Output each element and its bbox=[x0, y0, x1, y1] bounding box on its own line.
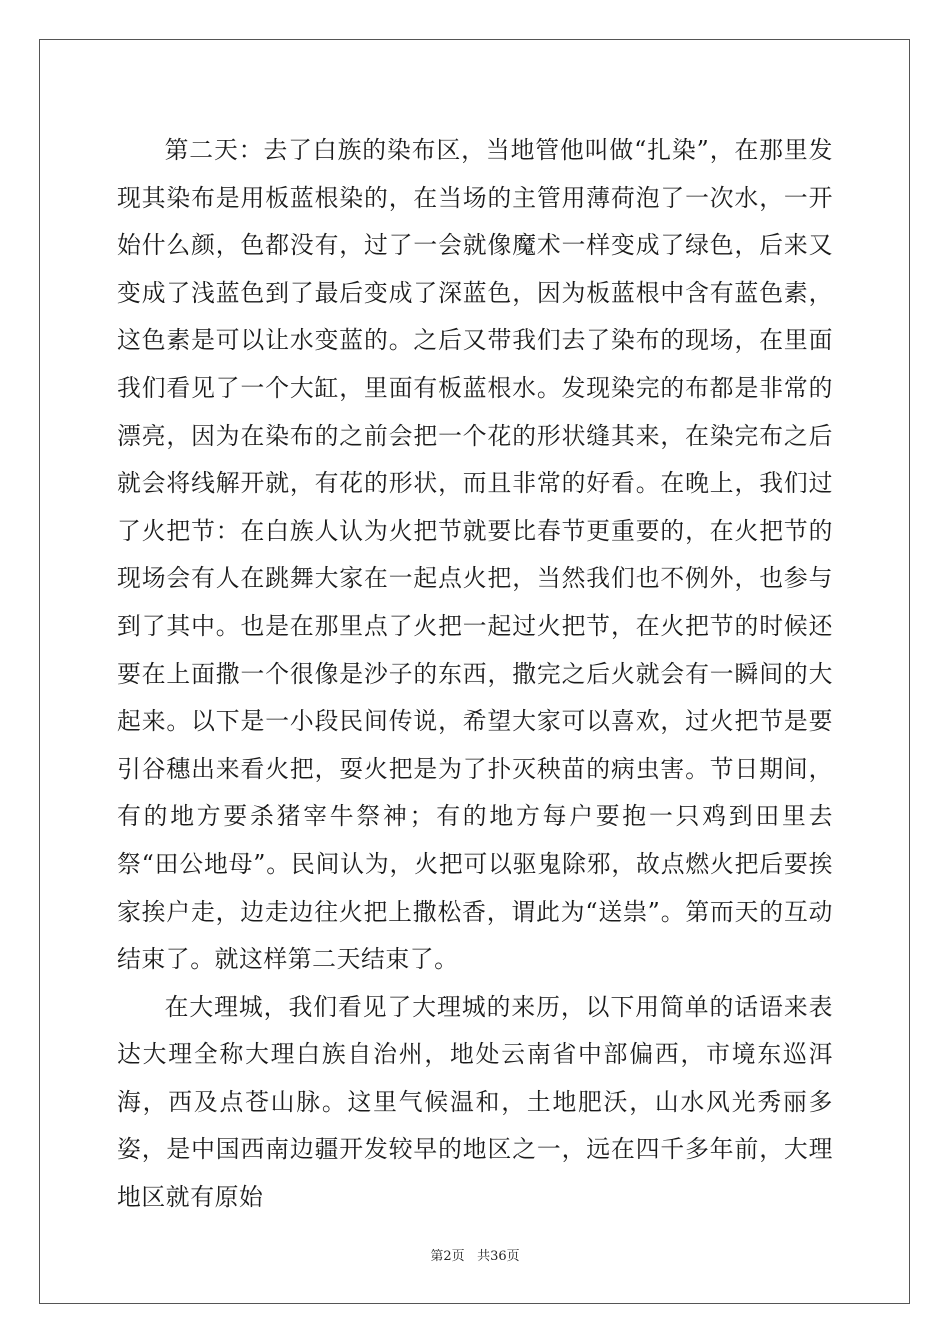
page-total: 共36页 bbox=[477, 1249, 520, 1264]
paragraph-dali-city: 在大理城，我们看见了大理城的来历，以下用简单的话语来表达大理全称大理白族自治州，地处云南省中部偏西，市境东巡洱海，西及点苍山脉。这里气候温和，土地肥沃，山水风光秀丽多姿，是中国西南边疆开发较早的地区之一，远在四千多年前，大理地区就有原始 bbox=[117, 992, 833, 1212]
document-body bbox=[117, 127, 833, 1222]
paragraph-torch-festival: 第二天：去了白族的染布区，当地管他叫做“扎染”，在那里发现其染布是用板蓝根染的，在当场的主管用薄荷泡了一次水，一开始什么颜，色都没有，过了一会就像魔术一样变成了绿色，后来又变成了浅蓝色到了最后变成了深蓝色，因为板蓝根中含有蓝色素，这色素是可以让水变蓝的。之后又带我们去了染布的现场，在里面我们看见了一个大缸，里面有板蓝根水。发现染完的布都是非常的漂亮，因为在染布的之前会把一个花的形状缝其来，在染完布之后就会将线解开就，有花的形状，而且非常的好看。在晚上，我们过了火把节：在白族人认为火把节就要比春节更重要的，在火把节的现场会有人在跳舞大家在一起点火把，当然我们也不例外，也参与到了其中。也是在那里点了火把一起过火把节，在火把节的时候还要在上面撒一个很像是沙子的东西，撒完之后火就会有一瞬间的大起来。以下是一小段民间传说，希望大家可以喜欢，过火把节是要引谷穗出来看火把，耍火把是为了扑灭秧苗的病虫害。节日期间，有的地方要杀猪宰牛祭神；有的地方每户要抱一只鸡到田里去祭“田公地母”。民间认为，火把可以驱鬼除邪，故点燃火把后要挨家挨户走，边走边往火把上撒松香，谓此为“送祟”。第而天的互动结束了。就这样第二天结束了。 bbox=[117, 136, 833, 974]
page-footer bbox=[0, 1245, 950, 1264]
page-number: 第2页 bbox=[430, 1249, 465, 1264]
